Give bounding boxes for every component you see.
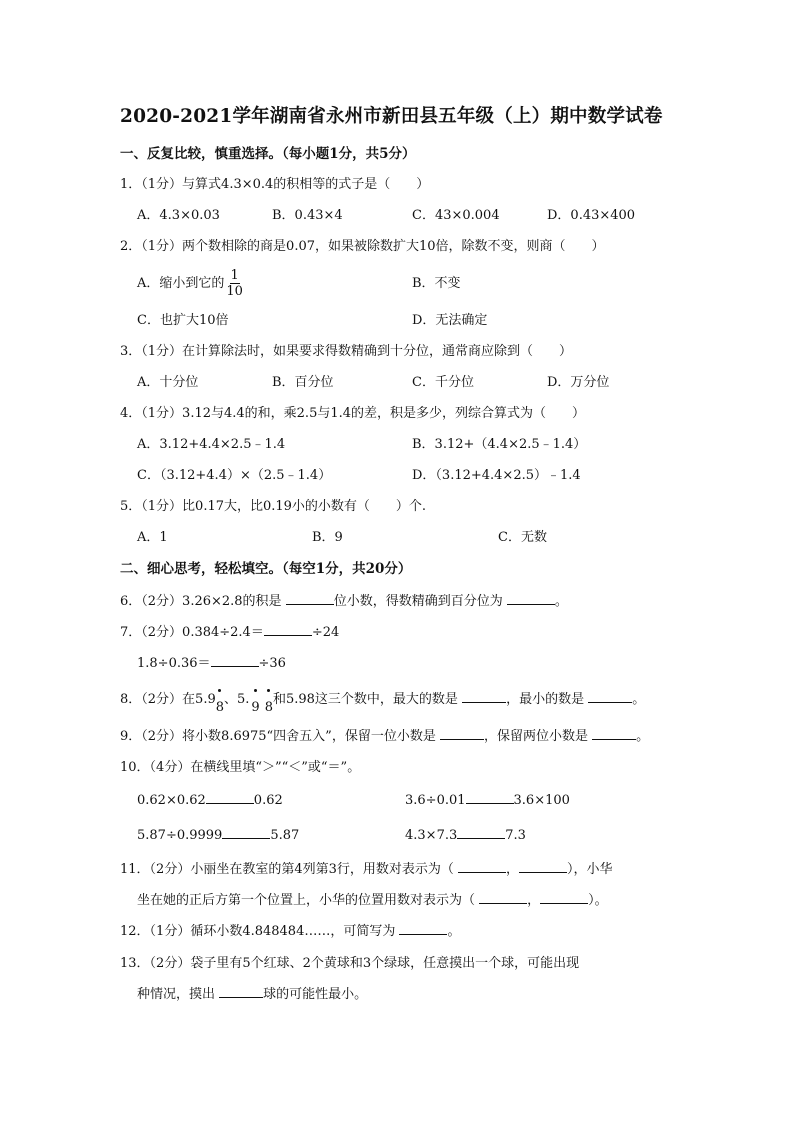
question-8-text-2: 和5.98这三个数中，最大的数是	[272, 692, 458, 707]
question-13-line-2	[137, 985, 367, 1005]
repeat-dot	[254, 689, 257, 692]
question-1-option-d: D．0.43×400	[547, 208, 636, 223]
answer-blank[interactable]	[479, 891, 527, 904]
question-7-text-2: ÷24	[311, 625, 340, 640]
repeating-digit-value: 9	[251, 700, 260, 715]
section-2-heading: 二、细心思考，轻松填空。（每空1分，共20分）	[120, 561, 412, 577]
option-a-text: A．缩小到它的	[137, 276, 225, 291]
answer-blank[interactable]	[457, 826, 505, 839]
question-8	[120, 690, 645, 718]
question-3-option-d: D．万分位	[547, 375, 610, 390]
question-8-text-4: 。	[632, 692, 646, 707]
question-2-option-d: D．无法确定	[412, 313, 488, 328]
repeating-digit	[251, 698, 259, 718]
answer-blank[interactable]	[519, 860, 567, 873]
compare-left: 4.3×7.3	[405, 828, 458, 843]
answer-blank[interactable]	[264, 623, 312, 636]
question-12-text-2: 。	[447, 924, 461, 939]
question-4-option-b: B．3.12+（4.4×2.5﹣1.4）	[412, 437, 587, 452]
answer-blank[interactable]	[466, 791, 514, 804]
question-10-item-3	[137, 826, 299, 846]
compare-right: 3.6×100	[513, 793, 570, 808]
compare-right: 0.62	[253, 793, 283, 808]
compare-left: 5.87÷0.9999	[137, 828, 223, 843]
question-8-text-3: ，最小的数是	[506, 692, 585, 707]
question-4-option-d: D．（3.12+4.4×2.5）﹣1.4	[412, 468, 581, 483]
question-5-option-a: A．1	[137, 530, 168, 545]
question-6	[120, 592, 568, 612]
question-2-option-a	[137, 268, 243, 300]
fraction-denominator: 10	[226, 284, 243, 299]
question-13-text-2: 球的可能性最小。	[263, 987, 368, 1002]
question-1-option-a: A．4.3×0.03	[137, 208, 220, 223]
question-11-comma: ，	[527, 893, 541, 908]
question-10-item-4	[405, 826, 526, 846]
repeating-digit-value: 8	[264, 700, 273, 715]
question-5-option-b: B．9	[312, 530, 343, 545]
question-7-text-1: 7．（2分）0.384÷2.4＝	[120, 625, 264, 640]
question-7-text-3: 1.8÷0.36＝	[137, 656, 211, 671]
question-12	[120, 922, 461, 942]
section-1-heading: 一、反复比较，慎重选择。（每小题1分，共5分）	[120, 146, 416, 162]
question-6-text-3: 。	[554, 594, 568, 609]
question-5-stem: 5．（1分）比0.17大，比0.19小的小数有（ ）个.	[120, 499, 427, 514]
repeating-digit	[216, 698, 224, 718]
question-4-option-c: C．（3.12+4.4）×（2.5﹣1.4）	[137, 468, 332, 483]
question-11-text-2: ），小华	[567, 862, 613, 877]
answer-blank[interactable]	[211, 654, 259, 667]
question-11-line-2	[137, 891, 608, 911]
question-8-text-1: 8．（2分）在5.9	[120, 692, 216, 707]
fraction-one-tenth	[226, 268, 243, 299]
question-5-option-c: C．无数	[498, 530, 547, 545]
answer-blank[interactable]	[540, 891, 588, 904]
answer-blank[interactable]	[222, 826, 270, 839]
question-9-text-2: ，保留两位小数是	[483, 729, 588, 744]
question-12-text-1: 12．（1分）循环小数4.848484……，可简写为	[120, 924, 396, 939]
answer-blank[interactable]	[588, 690, 632, 703]
answer-blank[interactable]	[592, 727, 636, 740]
question-2-stem: 2．（1分）两个数相除的商是0.07，如果被除数扩大10倍，除数不变，则商（ ）	[120, 239, 605, 254]
page-title: 2020-2021学年湖南省永州市新田县五年级（上）期中数学试卷	[120, 106, 663, 127]
answer-blank[interactable]	[458, 860, 506, 873]
fraction-numerator: 1	[230, 268, 239, 283]
question-9	[120, 727, 649, 747]
answer-blank[interactable]	[286, 592, 334, 605]
question-13-line-1: 13．（2分）袋子里有5个红球、2个黄球和3个绿球，任意摸出一个球，可能出现	[120, 956, 580, 971]
answer-blank[interactable]	[219, 985, 263, 998]
question-10-stem: 10．（4分）在横线里填“＞”“＜”或“＝”。	[120, 760, 361, 775]
question-1-stem: 1．（1分）与算式4.3×0.4的积相等的式子是（ ）	[120, 177, 430, 192]
question-7-line-1	[120, 623, 339, 643]
compare-left: 0.62×0.62	[137, 793, 206, 808]
answer-blank[interactable]	[462, 690, 506, 703]
question-11-text-1: 11．（2分）小丽坐在教室的第4列第3行，用数对表示为（	[120, 862, 454, 877]
question-2-option-b: B．不变	[412, 276, 461, 291]
answer-blank[interactable]	[399, 922, 447, 935]
question-6-text-2: 位小数，得数精确到百分位为	[333, 594, 503, 609]
compare-right: 7.3	[505, 828, 526, 843]
compare-left: 3.6÷0.01	[405, 793, 466, 808]
question-10-item-1	[137, 791, 283, 811]
question-4-option-a: A．3.12+4.4×2.5﹣1.4	[137, 437, 286, 452]
question-11-text-3: 坐在她的正后方第一个位置上，小华的位置用数对表示为（	[137, 893, 476, 908]
compare-right: 5.87	[270, 828, 300, 843]
question-3-option-c: C．千分位	[412, 375, 474, 390]
question-1-option-b: B．0.43×4	[272, 208, 343, 223]
question-4-stem: 4．（1分）3.12与4.4的和，乘2.5与1.4的差，积是多少，列综合算式为（ ）	[120, 406, 586, 421]
question-3-option-a: A．十分位	[137, 375, 199, 390]
question-11-comma: ，	[506, 862, 520, 877]
question-6-text-1: 6．（2分）3.26×2.8的积是	[120, 594, 282, 609]
question-2-option-c: C．也扩大10倍	[137, 313, 229, 328]
answer-blank[interactable]	[206, 791, 254, 804]
repeating-digit-value: 8	[215, 700, 224, 715]
repeat-dot	[218, 689, 221, 692]
question-8-separator: 、5.	[224, 692, 250, 707]
repeat-dot	[267, 689, 270, 692]
question-9-text-1: 9．（2分）将小数8.6975“四舍五入”，保留一位小数是	[120, 729, 436, 744]
question-13-text-1: 种情况，摸出	[137, 987, 216, 1002]
answer-blank[interactable]	[440, 727, 484, 740]
repeating-digit	[265, 698, 273, 718]
question-9-text-3: 。	[636, 729, 650, 744]
question-3-stem: 3．（1分）在计算除法时，如果要求得数精确到十分位，通常商应除到（ ）	[120, 344, 573, 359]
question-7-line-2	[137, 654, 286, 674]
question-1-option-c: C．43×0.004	[412, 208, 500, 223]
question-10-item-2	[405, 791, 570, 811]
question-11-text-4: ）。	[588, 893, 608, 908]
question-3-option-b: B．百分位	[272, 375, 334, 390]
question-11-line-1	[120, 860, 613, 880]
question-7-text-4: ÷36	[258, 656, 286, 671]
answer-blank[interactable]	[507, 592, 555, 605]
